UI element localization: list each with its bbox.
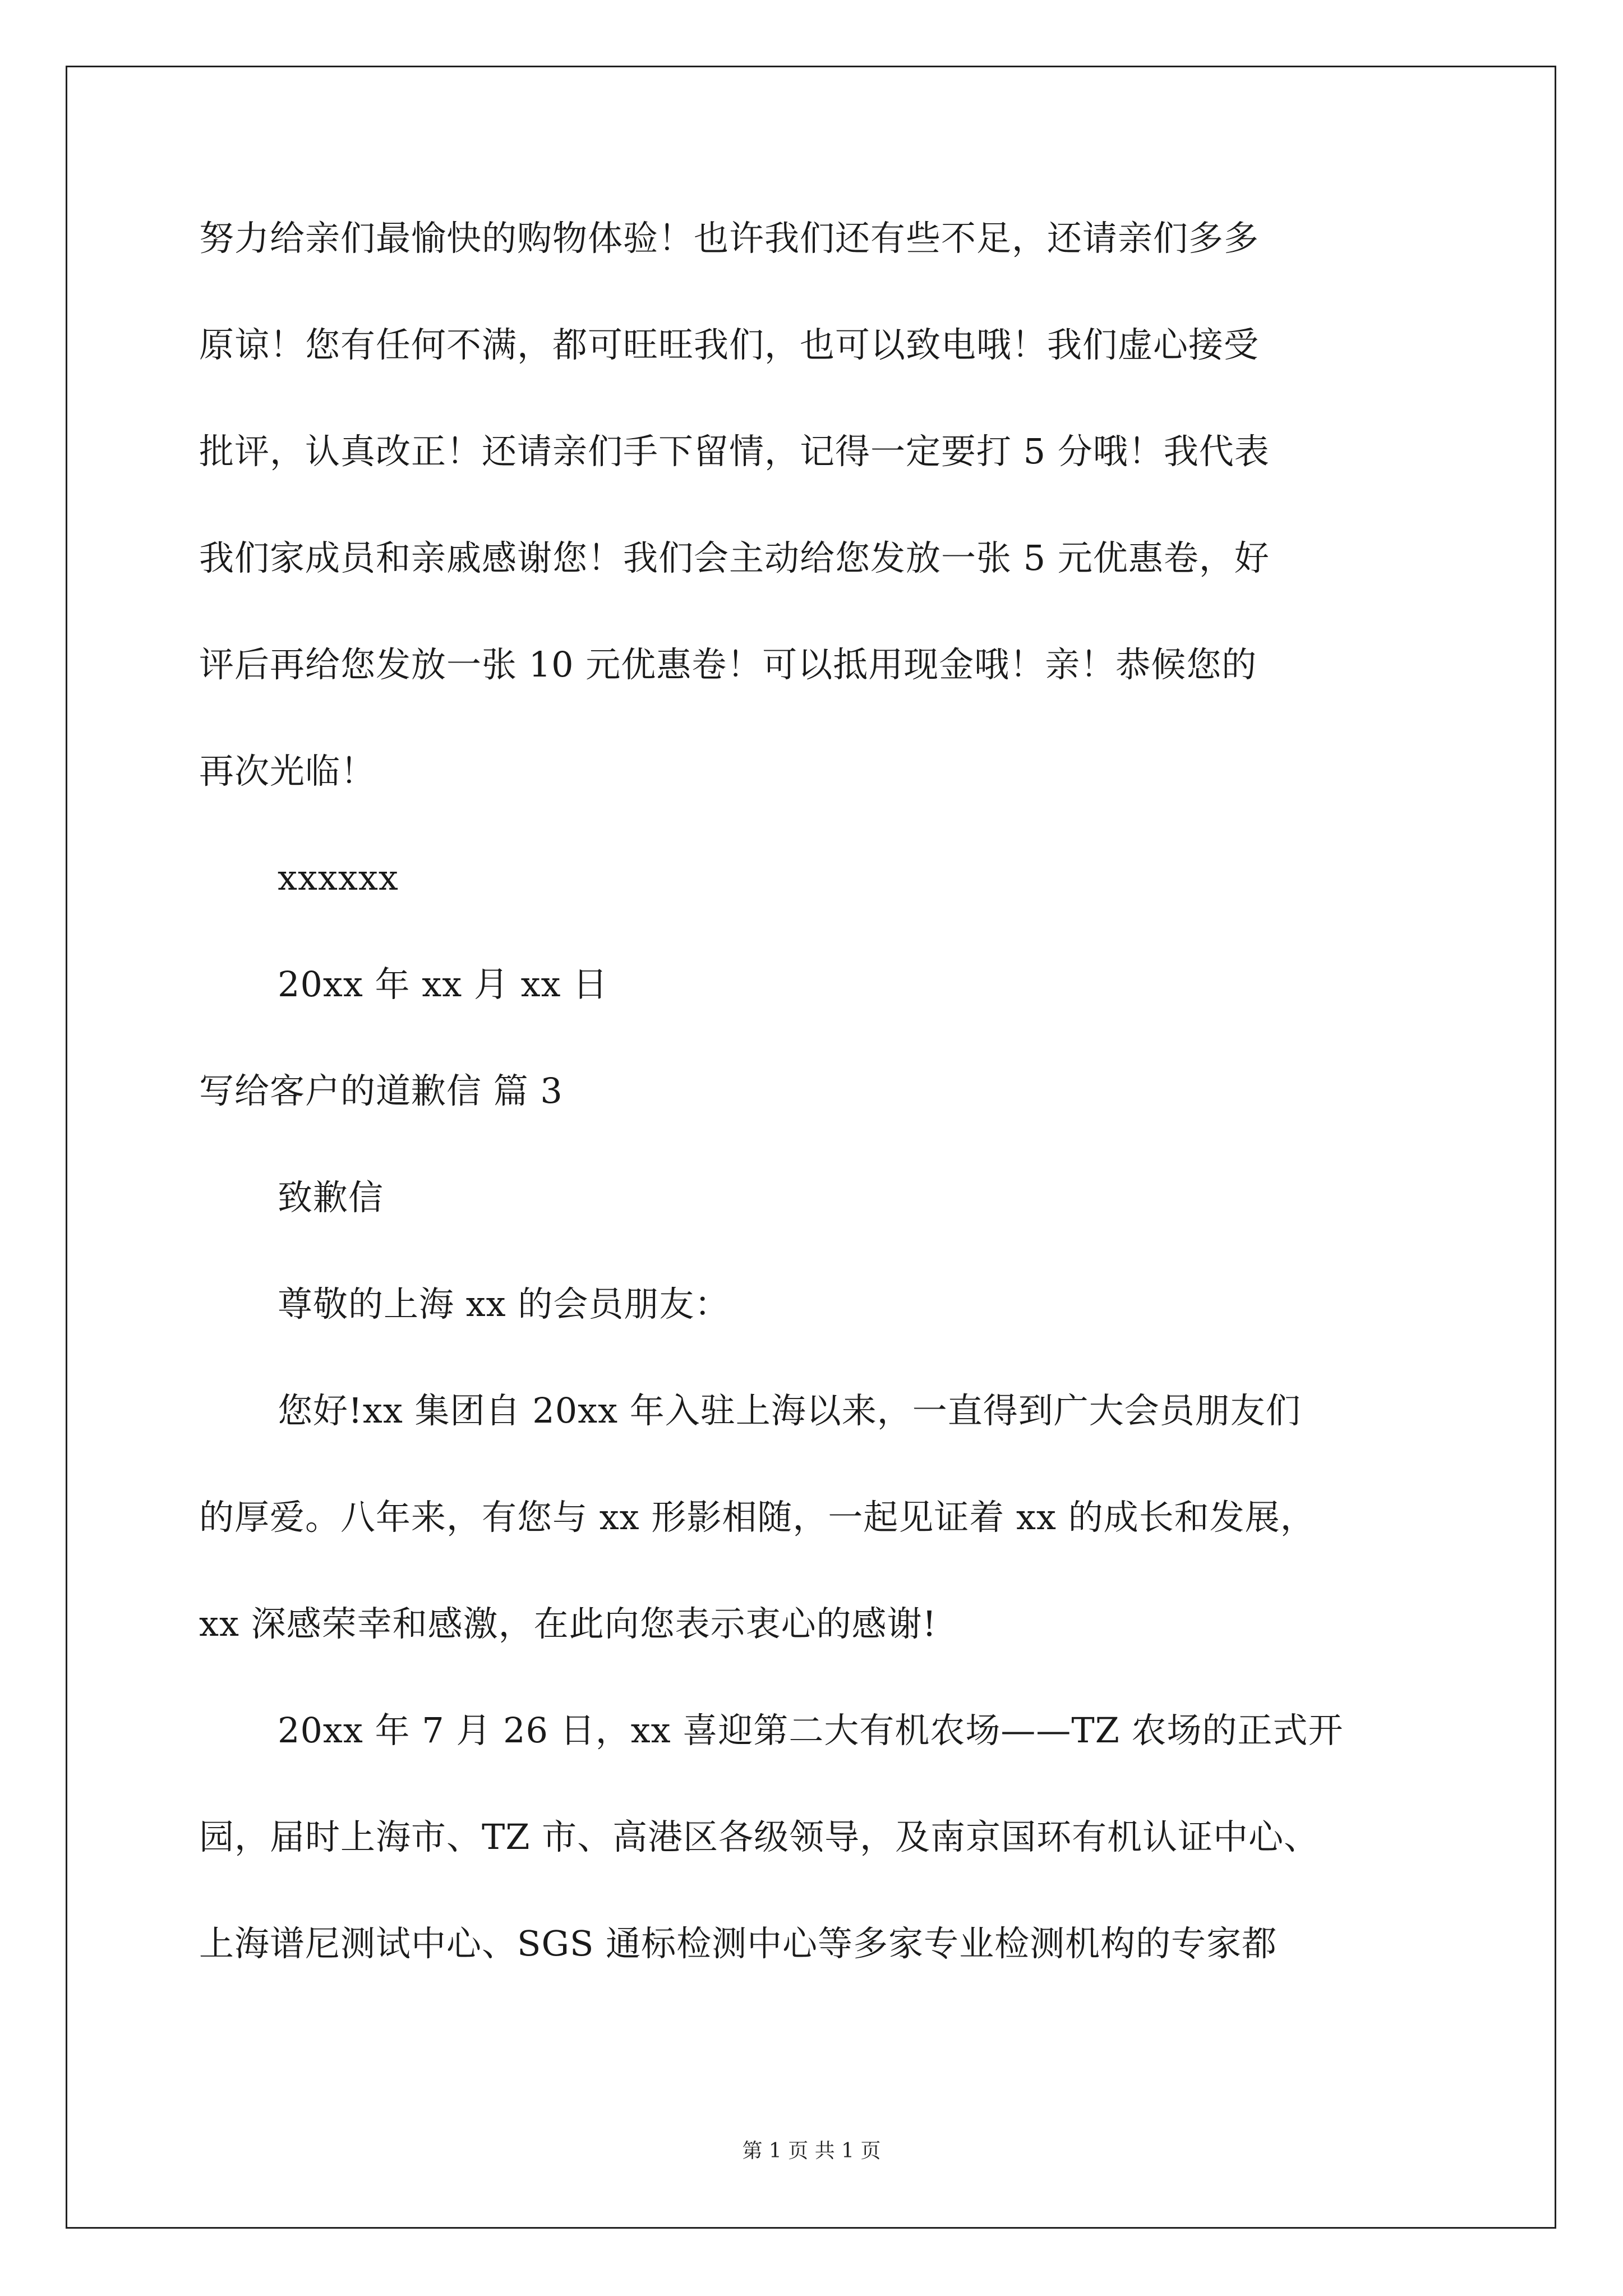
page-footer: 第 1 页 共 1 页: [742, 2139, 881, 2162]
body-line-17: 上海谱尼测试中心、SGS 通标检测中心等多家专业检测机构的专家都: [199, 1923, 1278, 1964]
date-line: 20xx 年 xx 月 xx 日: [278, 964, 608, 1005]
body-line-4: 我们家成员和亲戚感谢您！我们会主动给您发放一张 5 元优惠卷，好: [199, 537, 1270, 578]
section-heading: 写给客户的道歉信 篇 3: [199, 1070, 563, 1111]
body-line-2: 原谅！您有任何不满，都可旺旺我们，也可以致电哦！我们虚心接受: [199, 324, 1260, 365]
body-line-5: 评后再给您发放一张 10 元优惠卷！可以抵用现金哦！亲！恭候您的: [199, 644, 1257, 685]
body-line-6: 再次光临！: [199, 751, 376, 792]
body-line-3: 批评，认真改正！还请亲们手下留情，记得一定要打 5 分哦！我代表: [199, 431, 1270, 472]
body-line-16: 园，届时上海市、TZ 市、高港区各级领导，及南京国环有机认证中心、: [199, 1816, 1320, 1857]
salutation: 尊敬的上海 xx 的会员朋友：: [278, 1283, 730, 1324]
body-line-14: xx 深感荣幸和感激，在此向您表示衷心的感谢!: [199, 1603, 937, 1644]
body-line-12: 您好!xx 集团自 20xx 年入驻上海以来，一直得到广大会员朋友们: [278, 1390, 1301, 1431]
signature: xxxxxx: [278, 857, 399, 898]
page-border: [66, 66, 1556, 2229]
body-line-1: 努力给亲们最愉快的购物体验！也许我们还有些不足，还请亲们多多: [199, 218, 1260, 259]
body-line-15: 20xx 年 7 月 26 日，xx 喜迎第二大有机农场——TZ 农场的正式开: [278, 1710, 1344, 1751]
letter-title: 致歉信: [278, 1177, 384, 1218]
body-line-13: 的厚爱。八年来，有您与 xx 形影相随，一起见证着 xx 的成长和发展，: [199, 1497, 1316, 1538]
